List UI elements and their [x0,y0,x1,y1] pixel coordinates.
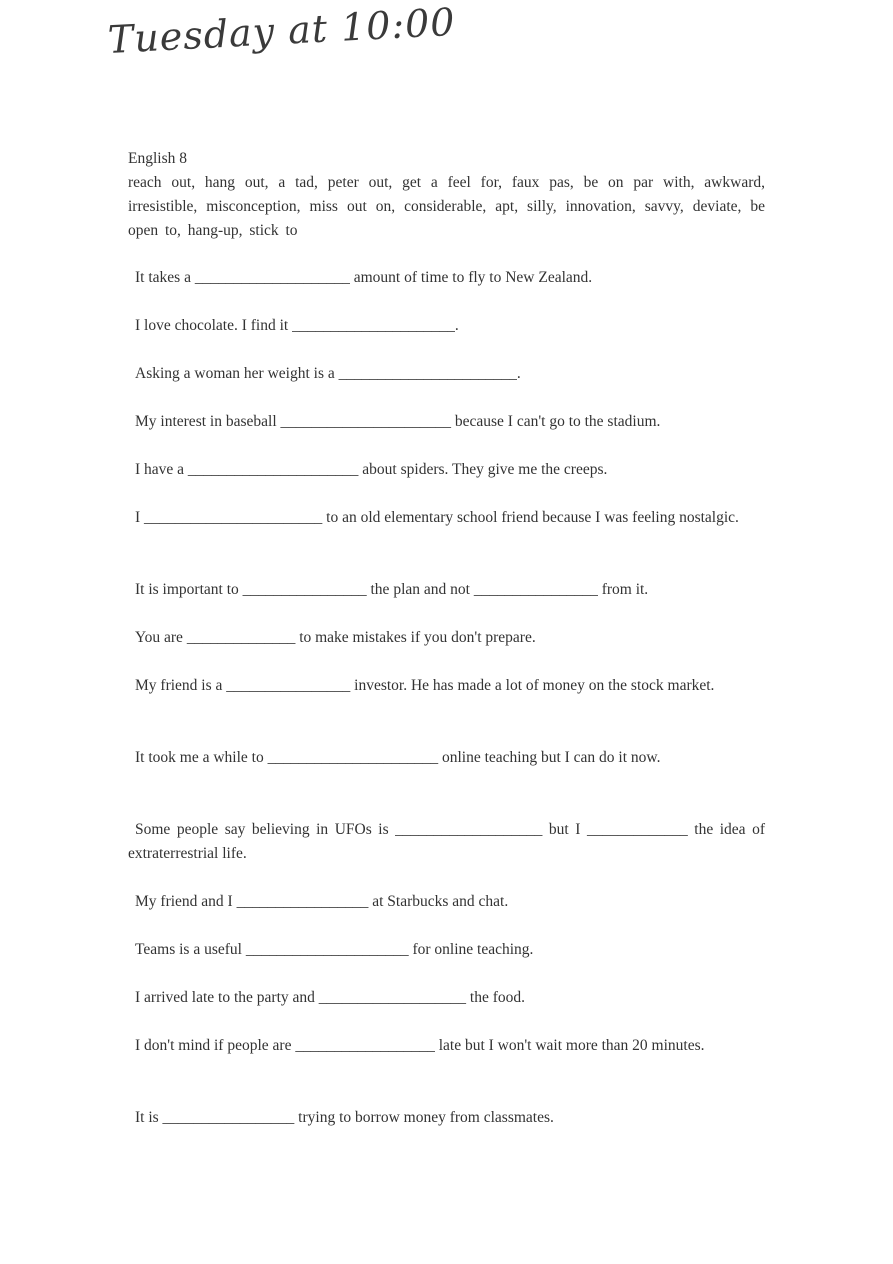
question-15 [128,1034,765,1058]
handwritten-note: Tuesday at 10:00 [106,0,457,62]
question-10 [128,746,765,770]
question-text: You are ______________ to make mistakes if you don't prepare. [135,629,536,646]
question-12 [128,890,765,914]
question-text: I don't mind if people are __________________ late but I won't wait more than 20 minutes. [135,1037,705,1054]
question-text: My interest in baseball ______________________ because I can't go to the stadium. [135,413,661,430]
question-16 [128,1106,765,1130]
question-11 [128,818,765,866]
question-2 [128,314,765,338]
question-8 [128,626,765,650]
question-text: My friend is a ________________ investor. He has made a lot of money on the stock market. [135,677,715,694]
worksheet-header [128,147,765,243]
question-14 [128,986,765,1010]
question-9 [128,674,765,698]
question-text: It is important to ________________ the plan and not ________________ from it. [135,581,649,598]
question-3 [128,362,765,386]
question-text: Some people say believing in UFOs is ___________________ but I _____________ the idea of extraterrestrial life. [128,821,765,862]
question-text: Teams is a useful _____________________ for online teaching. [135,941,534,958]
question-6 [128,506,765,530]
worksheet-title: English 8 [128,150,187,167]
question-4 [128,410,765,434]
question-13 [128,938,765,962]
question-7 [128,578,765,602]
question-text: I have a ______________________ about spiders. They give me the creeps. [135,461,608,478]
question-text: It takes a ____________________ amount of time to fly to New Zealand. [135,269,593,286]
question-1 [128,266,765,290]
word-bank: reach out, hang out, a tad, peter out, get a feel for, faux pas, be on par with, awkward, irresistible, misconception, miss out on, considerable, apt, silly, innovation, savvy, deviate, be open to, hang-up, stick to [128,174,765,239]
question-text: I arrived late to the party and ___________________ the food. [135,989,525,1006]
question-text: Asking a woman her weight is a _______________________. [135,365,521,382]
question-text: I love chocolate. I find it _____________________. [135,317,459,334]
question-text: I _______________________ to an old elementary school friend because I was feeling nostalgic. [135,509,739,526]
question-text: My friend and I _________________ at Starbucks and chat. [135,893,509,910]
question-text: It is _________________ trying to borrow money from classmates. [135,1109,554,1126]
question-text: It took me a while to ______________________ online teaching but I can do it now. [135,749,661,766]
question-5 [128,458,765,482]
